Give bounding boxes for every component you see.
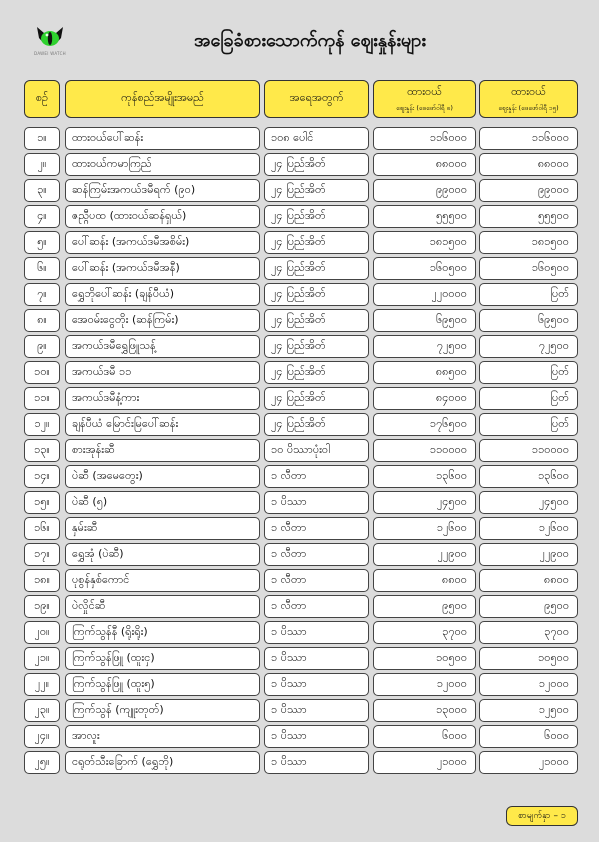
item-name: ဇည္ဂီပထ (ထားဝယ်ဆန်ရှယ်) [65, 205, 260, 228]
row-number: ၂၀။ [24, 621, 60, 644]
table-row [24, 569, 578, 592]
table-row [24, 725, 578, 748]
price-feb-15: ၁၀၅၀၀ [479, 647, 578, 670]
cat-eye-icon [35, 24, 65, 50]
item-name: အေဝမ်းငွေတိုး (ဆန်ကြမ်း) [65, 309, 260, 332]
item-quantity: ၂၄ ပြည်အိတ် [264, 205, 369, 228]
item-quantity: ၂၄ ပြည်အိတ် [264, 361, 369, 384]
price-feb-8: ၁၃၆၀၀ [373, 465, 476, 488]
price-feb-15: ၃၇၀၀ [479, 621, 578, 644]
item-name: ပဲဆီ (အမေတွေး) [65, 465, 260, 488]
row-number: ၁၅။ [24, 491, 60, 514]
price-feb-15: ပြတ် [479, 361, 578, 384]
table-row [24, 439, 578, 462]
price-feb-15: ပြတ် [479, 413, 578, 436]
price-feb-8: ၁၂၆၀၀ [373, 517, 476, 540]
price-feb-8: ၈၈၅၀၀ [373, 361, 476, 384]
item-name: ရွှေဘိုပေါ်ဆန်း (ချန်ပီယံ) [65, 283, 260, 306]
price-feb-8: ၁၂၀၀၀ [373, 673, 476, 696]
item-name: ဆန်ကြမ်းအကယ်ဒမီရက် (၉၀) [65, 179, 260, 202]
item-quantity: ၁ လီတာ [264, 543, 369, 566]
table-row [24, 361, 578, 384]
item-name: အကယ်ဒမီရွှေဖြူသန့် [65, 335, 260, 358]
row-number: ၇။ [24, 283, 60, 306]
row-number: ၅။ [24, 231, 60, 254]
row-number: ၁၂။ [24, 413, 60, 436]
item-quantity: ၂၄ ပြည်အိတ် [264, 179, 369, 202]
table-row [24, 647, 578, 670]
header-price2 [479, 80, 578, 118]
row-number: ၂၃။ [24, 699, 60, 722]
item-quantity: ၁ ပိဿာ [264, 751, 369, 774]
row-number: ၂၅။ [24, 751, 60, 774]
item-quantity: ၁ ပိဿာ [264, 647, 369, 670]
price-feb-15: ၁၂၀၀၀ [479, 673, 578, 696]
item-quantity: ၁ လီတာ [264, 595, 369, 618]
price-feb-8: ၁၈၁၅၀၀ [373, 231, 476, 254]
header-no [24, 80, 60, 118]
item-name: အာလူး [65, 725, 260, 748]
table-row [24, 231, 578, 254]
header-no-label: စဉ် [35, 91, 49, 104]
header-price1 [373, 80, 476, 118]
item-quantity: ၂၄ ပြည်အိတ် [264, 387, 369, 410]
price-table [24, 127, 578, 777]
row-number: ၁၃။ [24, 439, 60, 462]
item-quantity: ၂၄ ပြည်အိတ် [264, 335, 369, 358]
table-row [24, 673, 578, 696]
price-feb-15: ၁၈၁၅၀၀ [479, 231, 578, 254]
row-number: ၁၉။ [24, 595, 60, 618]
table-row [24, 127, 578, 150]
price-feb-15: ၈၈၀၀ [479, 569, 578, 592]
item-quantity: ၁ ပိဿာ [264, 491, 369, 514]
table-row [24, 413, 578, 436]
table-row [24, 335, 578, 358]
table-row [24, 465, 578, 488]
row-number: ၂၁။ [24, 647, 60, 670]
row-number: ၂၄။ [24, 725, 60, 748]
row-number: ၄။ [24, 205, 60, 228]
table-row [24, 309, 578, 332]
price-feb-8: ၂၄၅၀၀ [373, 491, 476, 514]
item-quantity: ၁ လီတာ [264, 465, 369, 488]
item-quantity: ၂၄ ပြည်အိတ် [264, 309, 369, 332]
row-number: ၁။ [24, 127, 60, 150]
table-row [24, 543, 578, 566]
row-number: ၁၈။ [24, 569, 60, 592]
price-feb-15: ပြတ် [479, 283, 578, 306]
price-feb-8: ၆၉၅၀၀ [373, 309, 476, 332]
page-title: အခြေခံစားသောက်ကုန် ဈေးနှုန်းများ [193, 30, 426, 51]
price-feb-8: ၁၇၆၅၀၀ [373, 413, 476, 436]
row-number: ၂၂။ [24, 673, 60, 696]
item-quantity: ၂၄ ပြည်အိတ် [264, 413, 369, 436]
logo-text: DAWEI WATCH [34, 51, 66, 56]
price-feb-15: ၂၂၉၀၀ [479, 543, 578, 566]
price-feb-15: ၁၁၆၀၀၀ [479, 127, 578, 150]
item-name: ပဲလှိုင်ဆီ [65, 595, 260, 618]
price-feb-15: ၅၅၅၀၀ [479, 205, 578, 228]
price-feb-8: ၅၅၅၀၀ [373, 205, 476, 228]
dawei-watch-logo [26, 24, 74, 60]
price-feb-15: ၁၆၀၅၀၀ [479, 257, 578, 280]
price-feb-15: ၆၉၅၀၀ [479, 309, 578, 332]
item-name: ကြက်သွန်နီ (ရိုးရိုး) [65, 621, 260, 644]
price-feb-8: ၉၉၀၀၀ [373, 179, 476, 202]
price-feb-8: ၁၀၅၀၀ [373, 647, 476, 670]
price-feb-15: ၁၂၆၀၀ [479, 517, 578, 540]
price-feb-15: ၉၅၀၀ [479, 595, 578, 618]
price-feb-15: ၂၄၅၀၀ [479, 491, 578, 514]
row-number: ၉။ [24, 335, 60, 358]
item-name: ကြက်သွန်ဖြူ (ထူးငှ) [65, 647, 260, 670]
item-name: ပဲဆီ (၅) [65, 491, 260, 514]
item-name: စားအုန်းဆီ [65, 439, 260, 462]
price-feb-8: ၇၂၅၀၀ [373, 335, 476, 358]
item-quantity: ၁ လီတာ [264, 569, 369, 592]
item-quantity: ၂၄ ပြည်အိတ် [264, 153, 369, 176]
price-feb-8: ၁၆၀၅၀၀ [373, 257, 476, 280]
price-feb-8: ၈၄၀၀၀ [373, 387, 476, 410]
table-row [24, 491, 578, 514]
price-feb-8: ၁၁၀၀၀၀ [373, 439, 476, 462]
row-number: ၁၁။ [24, 387, 60, 410]
item-quantity: ၁ လီတာ [264, 517, 369, 540]
item-quantity: ၁၀ ပိဿာပုံးဝါ [264, 439, 369, 462]
header-price1-sub: ဈေးနှုန်း (ဖေဖော်ဝါရီ ၈) [396, 103, 453, 112]
table-row [24, 751, 578, 774]
item-name: ပေါ်ဆန်း (အကယ်ဒမီအစိမ်း) [65, 231, 260, 254]
header-unit-label: အရေအတွက် [289, 91, 344, 104]
item-quantity: ၂၄ ပြည်အိတ် [264, 231, 369, 254]
table-row [24, 621, 578, 644]
price-feb-15: ၁၂၅၀၀ [479, 699, 578, 722]
price-feb-15: ၆၀၀၀ [479, 725, 578, 748]
table-row [24, 257, 578, 280]
header-price2-sub: ဈေးနှုန်း (ဖေဖော်ဝါရီ ၁၅) [498, 103, 559, 112]
item-name: ပေါ်ဆန်း (အကယ်ဒမီအနီ) [65, 257, 260, 280]
item-quantity: ၁ ပိဿာ [264, 621, 369, 644]
item-quantity: ၁ ပိဿာ [264, 699, 369, 722]
price-feb-8: ၂၂၀၀၀၀ [373, 283, 476, 306]
item-name: ချန်ပီယံ မြောင်းမြပေါ်ဆန်း [65, 413, 260, 436]
item-name: ထားဝယ်ပေါ်ဆန်း [65, 127, 260, 150]
price-feb-15: ၁၃၆၀၀ [479, 465, 578, 488]
header-name-label: ကုန်စည်အမျိုးအမည် [121, 91, 204, 104]
price-feb-15: ၉၉၀၀၀ [479, 179, 578, 202]
item-quantity: ၁၀၈ ပေါင် [264, 127, 369, 150]
header-unit [264, 80, 369, 118]
item-name: ကြက်သွန် (ကျူးတုတ်) [65, 699, 260, 722]
item-name: ကြက်သွန်ဖြူ (ထူး၅) [65, 673, 260, 696]
price-feb-8: ၂၂၉၀၀ [373, 543, 476, 566]
item-name: ပုစွန်နှစ်ကောင် [65, 569, 260, 592]
header-price1-main: ထားဝယ် [407, 84, 442, 98]
row-number: ၁၇။ [24, 543, 60, 566]
table-row [24, 699, 578, 722]
row-number: ၆။ [24, 257, 60, 280]
item-name: နှမ်းဆီ [65, 517, 260, 540]
price-feb-15: ၁၁၀၀၀၀ [479, 439, 578, 462]
table-row [24, 153, 578, 176]
row-number: ၂။ [24, 153, 60, 176]
row-number: ၈။ [24, 309, 60, 332]
item-quantity: ၁ ပိဿာ [264, 673, 369, 696]
header-price2-main: ထားဝယ် [511, 84, 546, 98]
price-feb-15: ၂၁၀၀၀ [479, 751, 578, 774]
row-number: ၁၆။ [24, 517, 60, 540]
row-number: ၁၀။ [24, 361, 60, 384]
item-name: ထားဝယ်ကမာကြည် [65, 153, 260, 176]
price-feb-8: ၉၅၀၀ [373, 595, 476, 618]
item-name: ငရုတ်သီးခြောက် (ရွှေဘို) [65, 751, 260, 774]
row-number: ၁၄။ [24, 465, 60, 488]
page-number-badge: စာမျက်နှာ – ၁ [506, 806, 578, 826]
table-row [24, 387, 578, 410]
price-feb-15: ၈၈၀၀၀ [479, 153, 578, 176]
item-name: ရွှေအုံ (ပဲဆီ) [65, 543, 260, 566]
price-feb-8: ၆၀၀၀ [373, 725, 476, 748]
item-quantity: ၂၄ ပြည်အိတ် [264, 257, 369, 280]
item-name: အကယ်ဒမီ ၁၁ [65, 361, 260, 384]
price-feb-8: ၂၁၀၀၀ [373, 751, 476, 774]
price-feb-15: ပြတ် [479, 387, 578, 410]
row-number: ၃။ [24, 179, 60, 202]
price-feb-15: ၇၂၅၀၀ [479, 335, 578, 358]
price-feb-8: ၁၁၆၀၀၀ [373, 127, 476, 150]
header-name [65, 80, 260, 118]
item-quantity: ၁ ပိဿာ [264, 725, 369, 748]
table-row [24, 595, 578, 618]
price-feb-8: ၈၈၀၀ [373, 569, 476, 592]
table-row [24, 205, 578, 228]
price-feb-8: ၃၇၀၀ [373, 621, 476, 644]
item-quantity: ၂၄ ပြည်အိတ် [264, 283, 369, 306]
table-row [24, 179, 578, 202]
table-row [24, 283, 578, 306]
item-name: အကယ်ဒမီနံ့ကား [65, 387, 260, 410]
table-row [24, 517, 578, 540]
price-feb-8: ၁၃၀၀၀ [373, 699, 476, 722]
price-feb-8: ၈၈၀၀၀ [373, 153, 476, 176]
